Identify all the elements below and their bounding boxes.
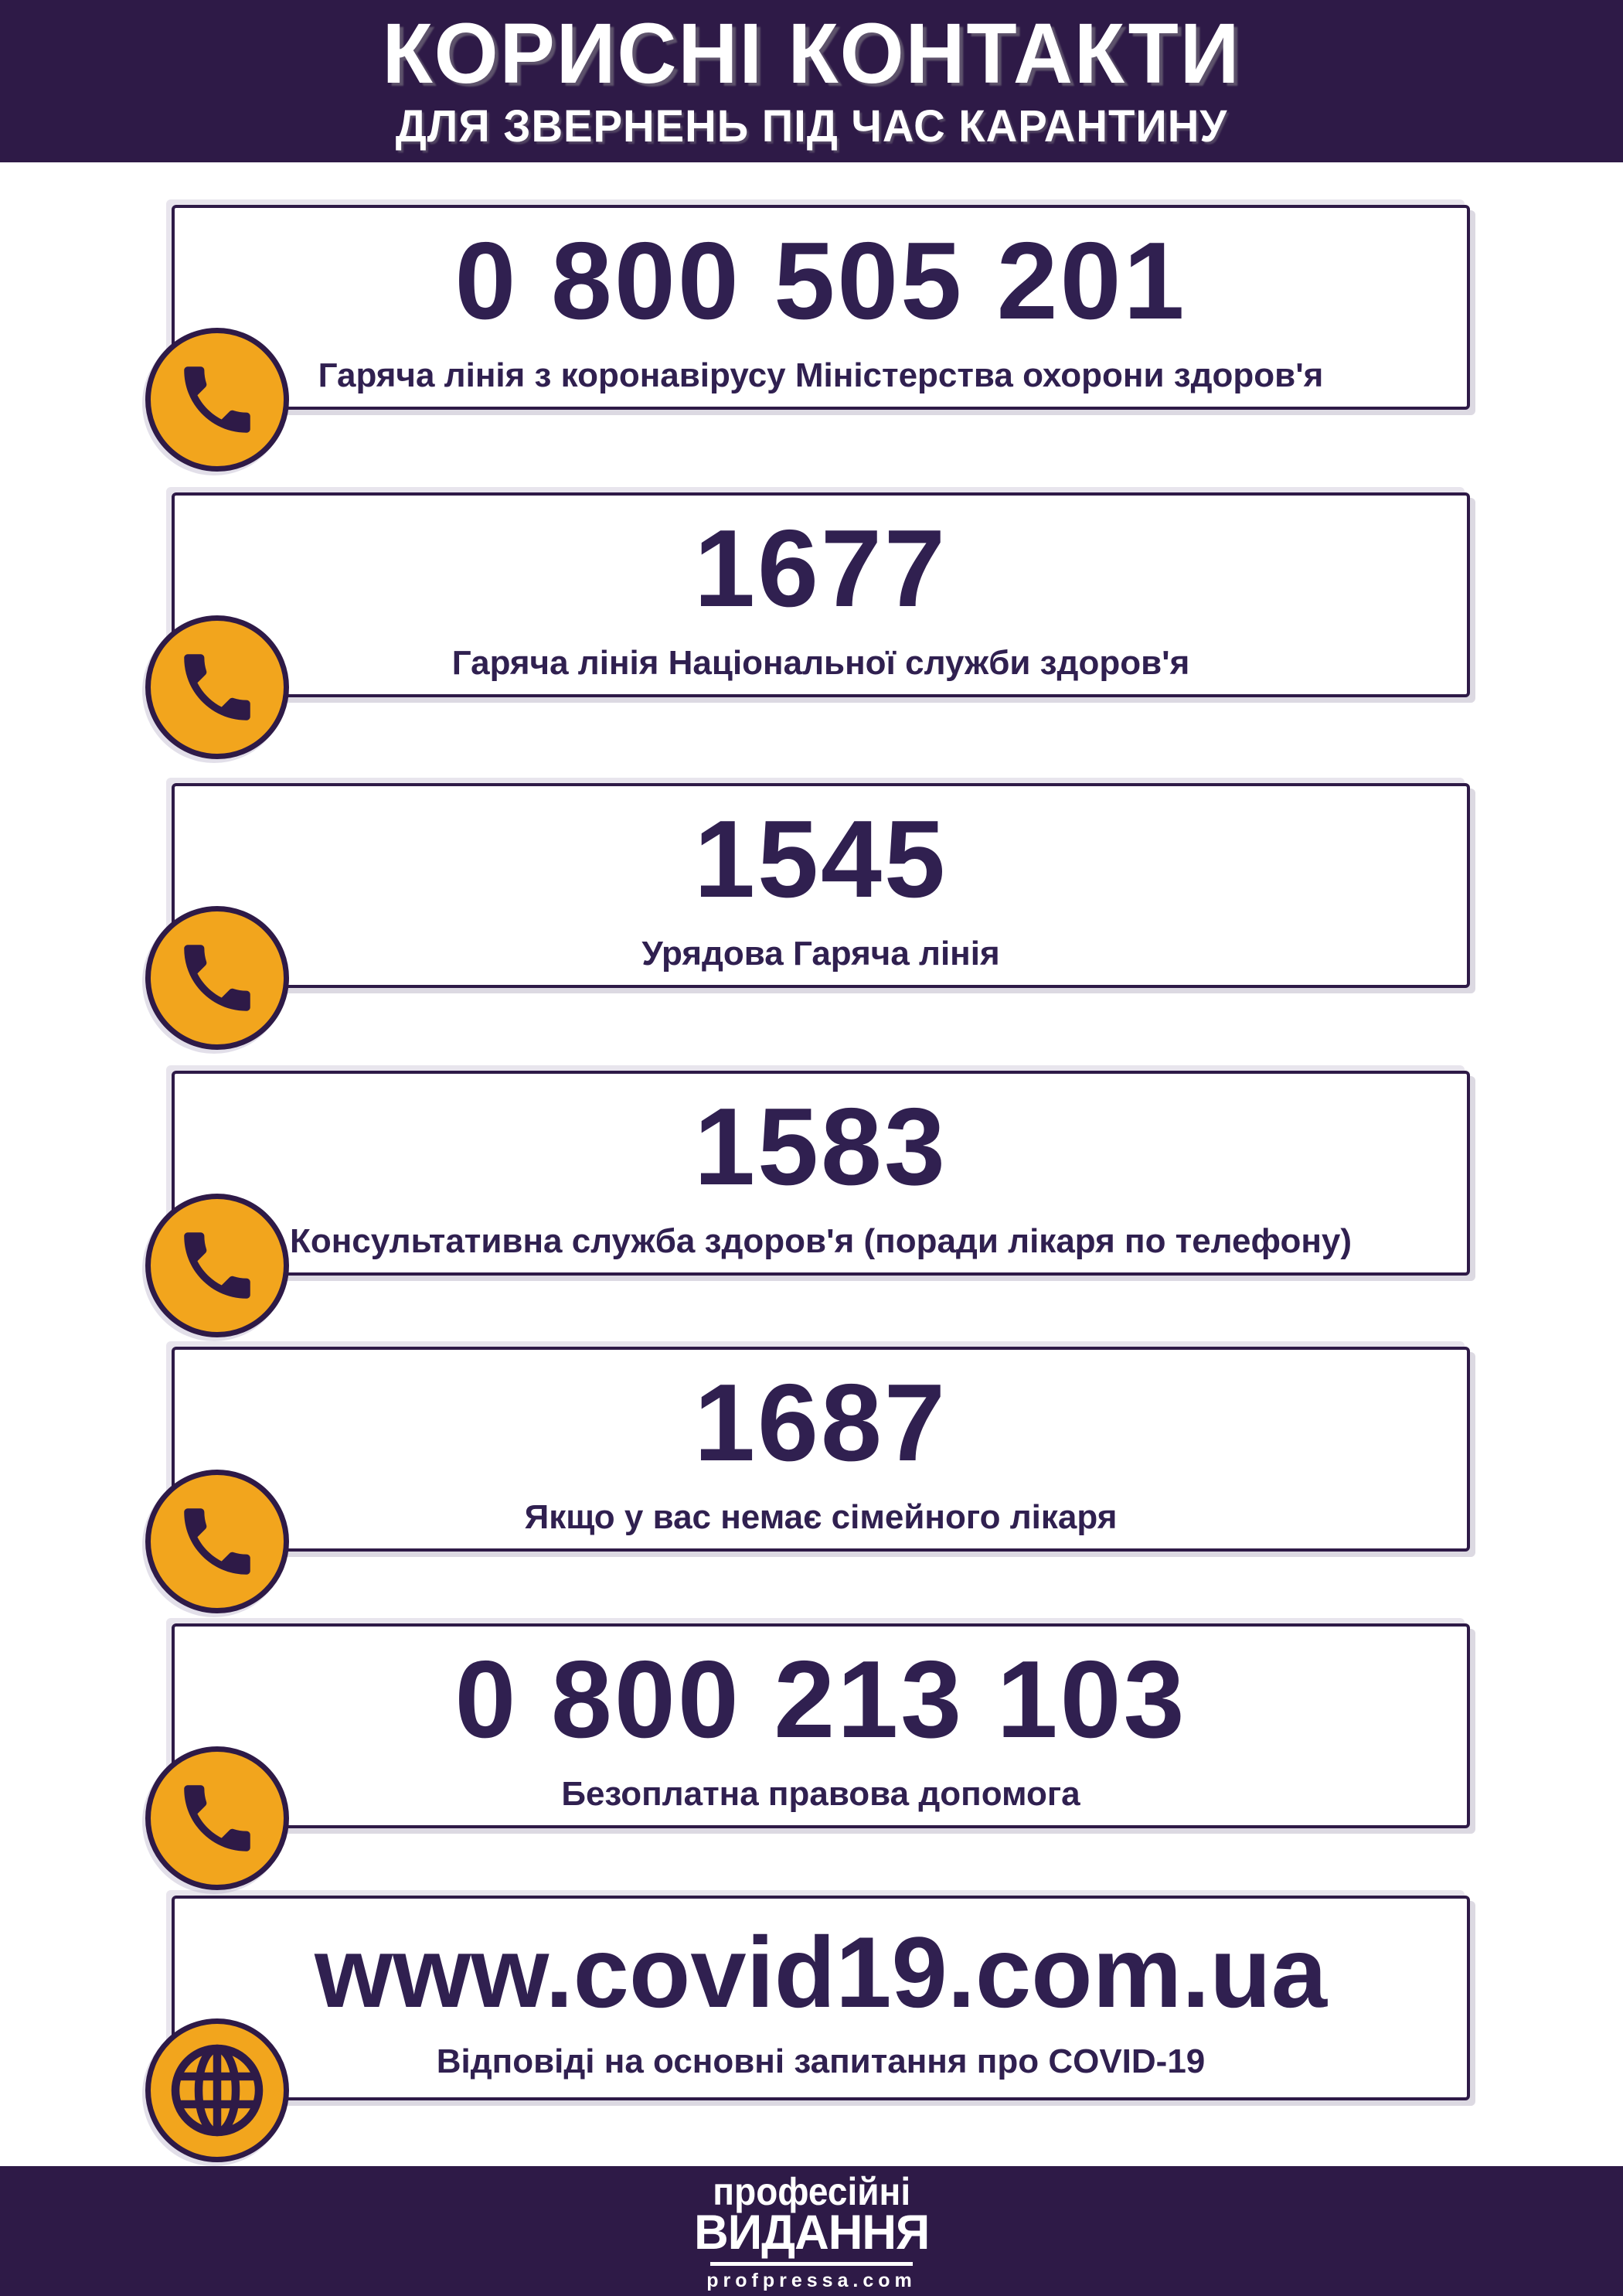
globe-icon: [145, 2018, 289, 2162]
contact-number: 0 800 213 103: [454, 1637, 1187, 1761]
contact-number: 1677: [694, 506, 948, 630]
contact-description: Відповіді на основні запитання про COVID-19: [436, 2042, 1206, 2080]
contact-card: [172, 783, 1470, 988]
publisher-logo: [692, 2169, 931, 2291]
contact-card: [172, 1347, 1470, 1552]
contact-number: 1687: [694, 1361, 948, 1484]
contact-card: [172, 1623, 1470, 1828]
contact-number: 1545: [694, 797, 948, 921]
phone-icon: [145, 1194, 289, 1337]
phone-icon: [145, 1746, 289, 1890]
footer-banner: [0, 2166, 1623, 2296]
contact-number: 1583: [694, 1085, 948, 1208]
poster-title: КОРИСНІ КОНТАКТИ: [382, 6, 1241, 101]
publisher-logo-line2: ВИДАННЯ: [693, 2205, 930, 2260]
contact-description: Безоплатна правова допомога: [561, 1774, 1080, 1813]
contact-card: [172, 205, 1470, 410]
contact-card: [172, 1896, 1470, 2100]
header-banner: [0, 0, 1623, 162]
publisher-logo-line1: професійні: [713, 2169, 910, 2213]
contact-number: 0 800 505 201: [454, 219, 1187, 342]
contact-description: Консультативна служба здоров'я (поради лікаря по телефону): [289, 1221, 1352, 1260]
contact-description: Гаряча лінія з коронавірусу Міністерства охорони здоров'я: [318, 356, 1324, 394]
contact-description: Урядова Гаряча лінія: [641, 934, 1000, 973]
contact-card: [172, 492, 1470, 697]
contact-description: Якщо у вас немає сімейного лікаря: [524, 1497, 1118, 1536]
publisher-logo-rule: [710, 2262, 913, 2266]
phone-icon: [145, 906, 289, 1050]
publisher-logo-website: profpressa.com: [706, 2269, 917, 2291]
contact-website-url[interactable]: www.covid19.com.ua: [314, 1915, 1328, 2029]
phone-icon: [145, 1470, 289, 1613]
poster-subtitle: ДЛЯ ЗВЕРНЕНЬ ПІД ЧАС КАРАНТИНУ: [395, 100, 1228, 152]
phone-icon: [145, 328, 289, 472]
phone-icon: [145, 615, 289, 759]
contact-card: [172, 1071, 1470, 1276]
contact-description: Гаряча лінія Національної служби здоров'я: [451, 643, 1190, 682]
